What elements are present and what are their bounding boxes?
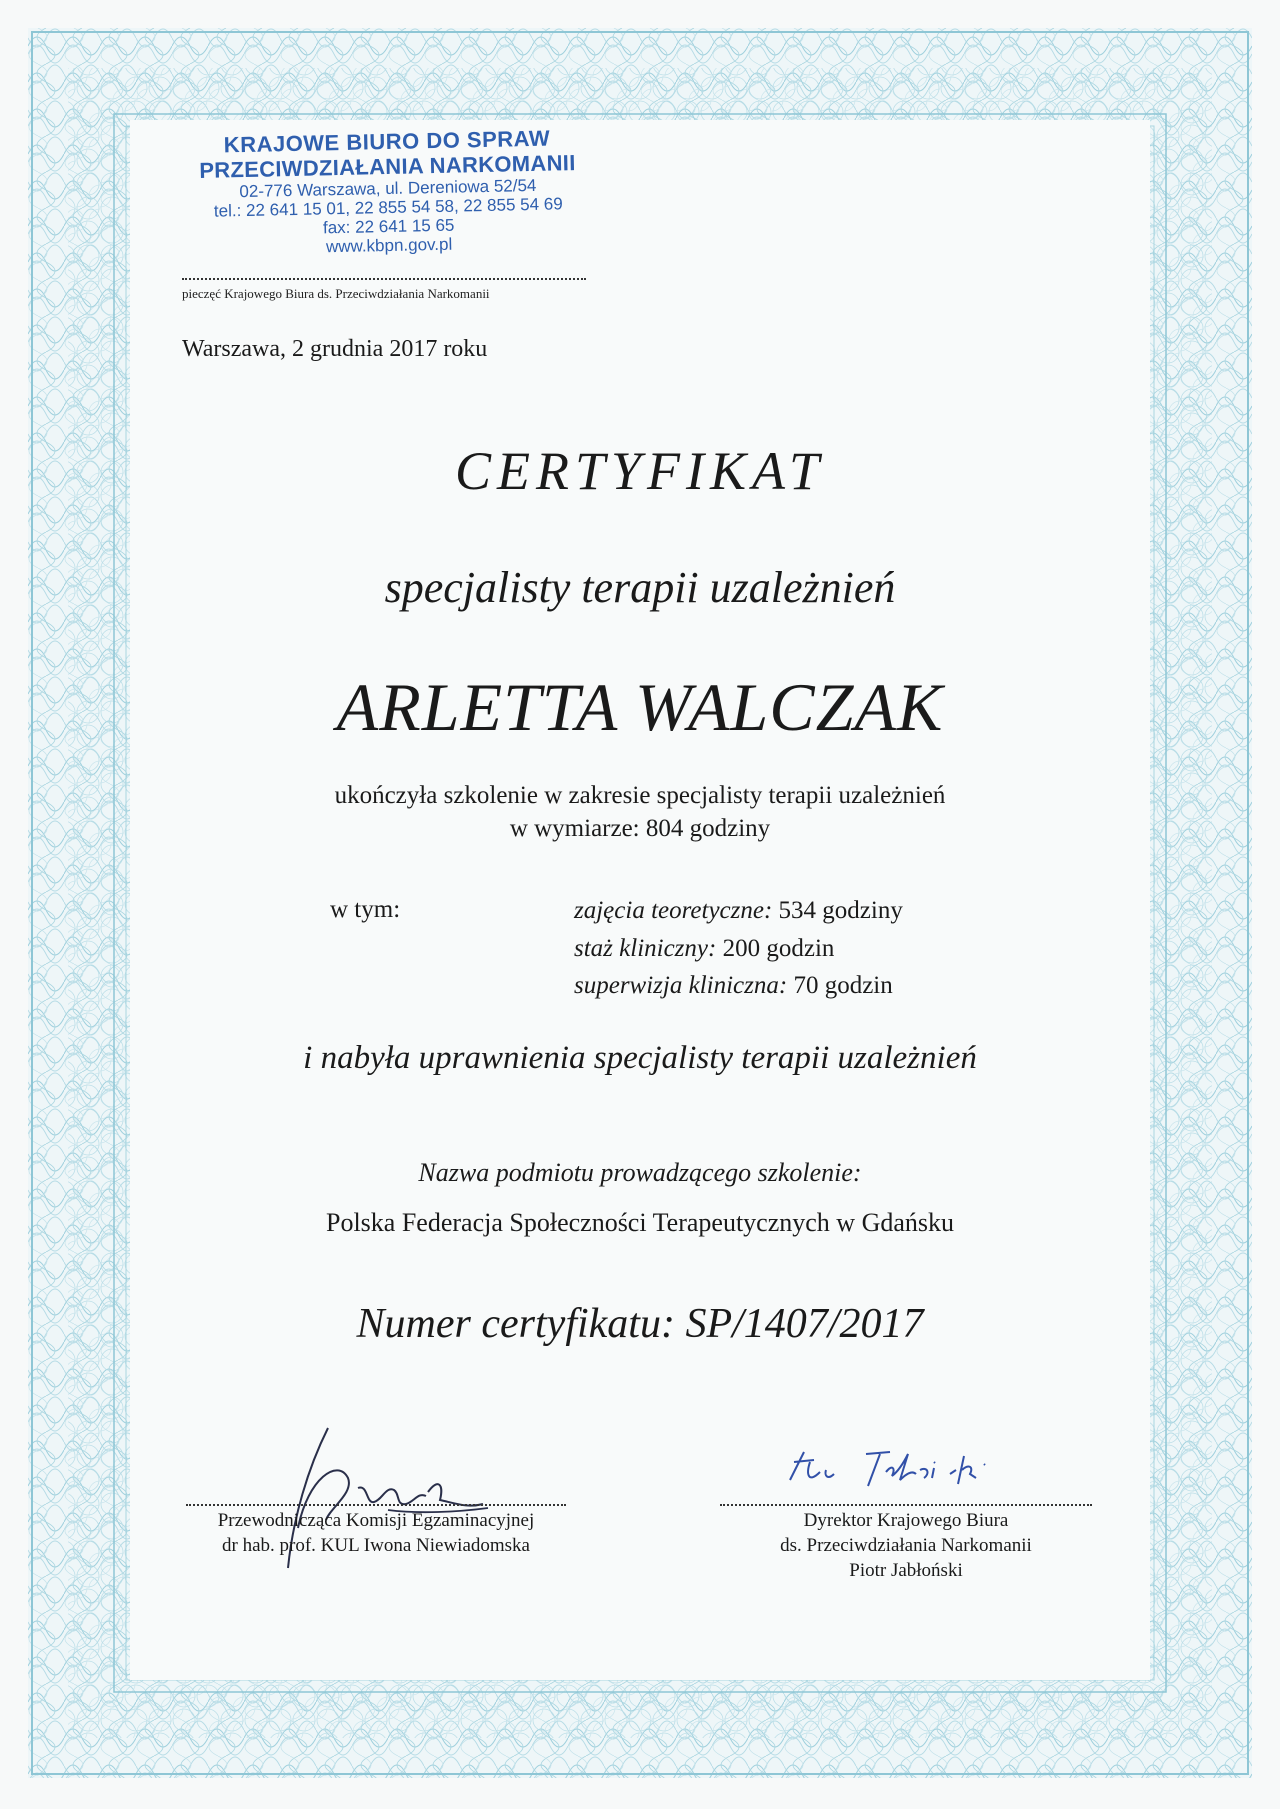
stamp-website: www.kbpn.gov.pl: [325, 235, 453, 257]
breakdown-item-name: superwizja kliniczna:: [574, 972, 788, 999]
right-signature: [780, 1440, 1050, 1500]
stamp-fax: fax: 22 641 15 65: [322, 215, 455, 238]
right-signatory-title: Dyrektor Krajowego Biura: [803, 1510, 1009, 1531]
breakdown-label: w tym:: [330, 896, 401, 923]
stamp-phone: tel.: 22 641 15 01, 22 855 54 58, 22 855 54 69: [213, 194, 563, 221]
stamp-address: 02-776 Warszawa, ul. Dereniowa 52/54: [239, 176, 537, 202]
left-signature-line: [186, 1504, 566, 1506]
institution-stamp: [177, 126, 600, 260]
completion-line-2: w wymiarze: 804 godziny: [509, 814, 771, 842]
certificate-title: CERTYFIKAT: [454, 441, 826, 501]
qualification-statement: i nabyła uprawnienia specjalisty terapii uzależnień: [303, 1040, 977, 1076]
right-signature-line: [720, 1504, 1092, 1506]
breakdown-item: [574, 892, 903, 930]
left-signatory-title: Przewodnicząca Komisji Egzaminacyjnej: [217, 1510, 535, 1531]
breakdown-item: [574, 967, 903, 1005]
stamp-caption: pieczęć Krajowego Biura ds. Przeciwdziałania Narkomanii: [182, 286, 490, 301]
left-signatory: [186, 1508, 566, 1558]
holder-name: ARLETTA WALCZAK: [336, 669, 944, 745]
training-organization-name: Polska Federacja Społeczności Terapeutycznych w Gdańsku: [326, 1208, 954, 1237]
certificate-subtitle: specjalisty terapii uzależnień: [384, 563, 896, 612]
breakdown-item-value: 200 godzin: [722, 934, 835, 962]
breakdown-item-value: 70 godzin: [793, 972, 893, 999]
hours-breakdown: [574, 892, 903, 1005]
stamp-dotted-line: [182, 278, 586, 280]
place-and-date: Warszawa, 2 grudnia 2017 roku: [182, 336, 488, 362]
right-signatory-name: Piotr Jabłoński: [849, 1560, 963, 1582]
completion-statement: [130, 780, 1150, 845]
stamp-line-1: KRAJOWE BIURO DO SPRAW: [223, 125, 551, 158]
certificate-number: Numer certyfikatu: SP/1407/2017: [356, 1301, 924, 1347]
breakdown-item-name: zajęcia teoretyczne:: [574, 897, 773, 924]
right-signatory: [720, 1508, 1092, 1583]
completion-line-1: ukończyła szkolenie w zakresie specjalisty terapii uzależnień: [334, 782, 946, 809]
stamp-line-2: PRZECIWDZIAŁANIA NARKOMANII: [199, 149, 576, 183]
left-signatory-name: dr hab. prof. KUL Iwona Niewiadomska: [222, 1535, 530, 1557]
breakdown-item: [574, 930, 903, 968]
right-signatory-department: ds. Przeciwdziałania Narkomanii: [780, 1535, 1032, 1557]
training-organization-label: Nazwa podmiotu prowadzącego szkolenie:: [418, 1158, 862, 1187]
breakdown-item-name: staż kliniczny:: [574, 934, 717, 962]
breakdown-item-value: 534 godziny: [778, 897, 903, 924]
